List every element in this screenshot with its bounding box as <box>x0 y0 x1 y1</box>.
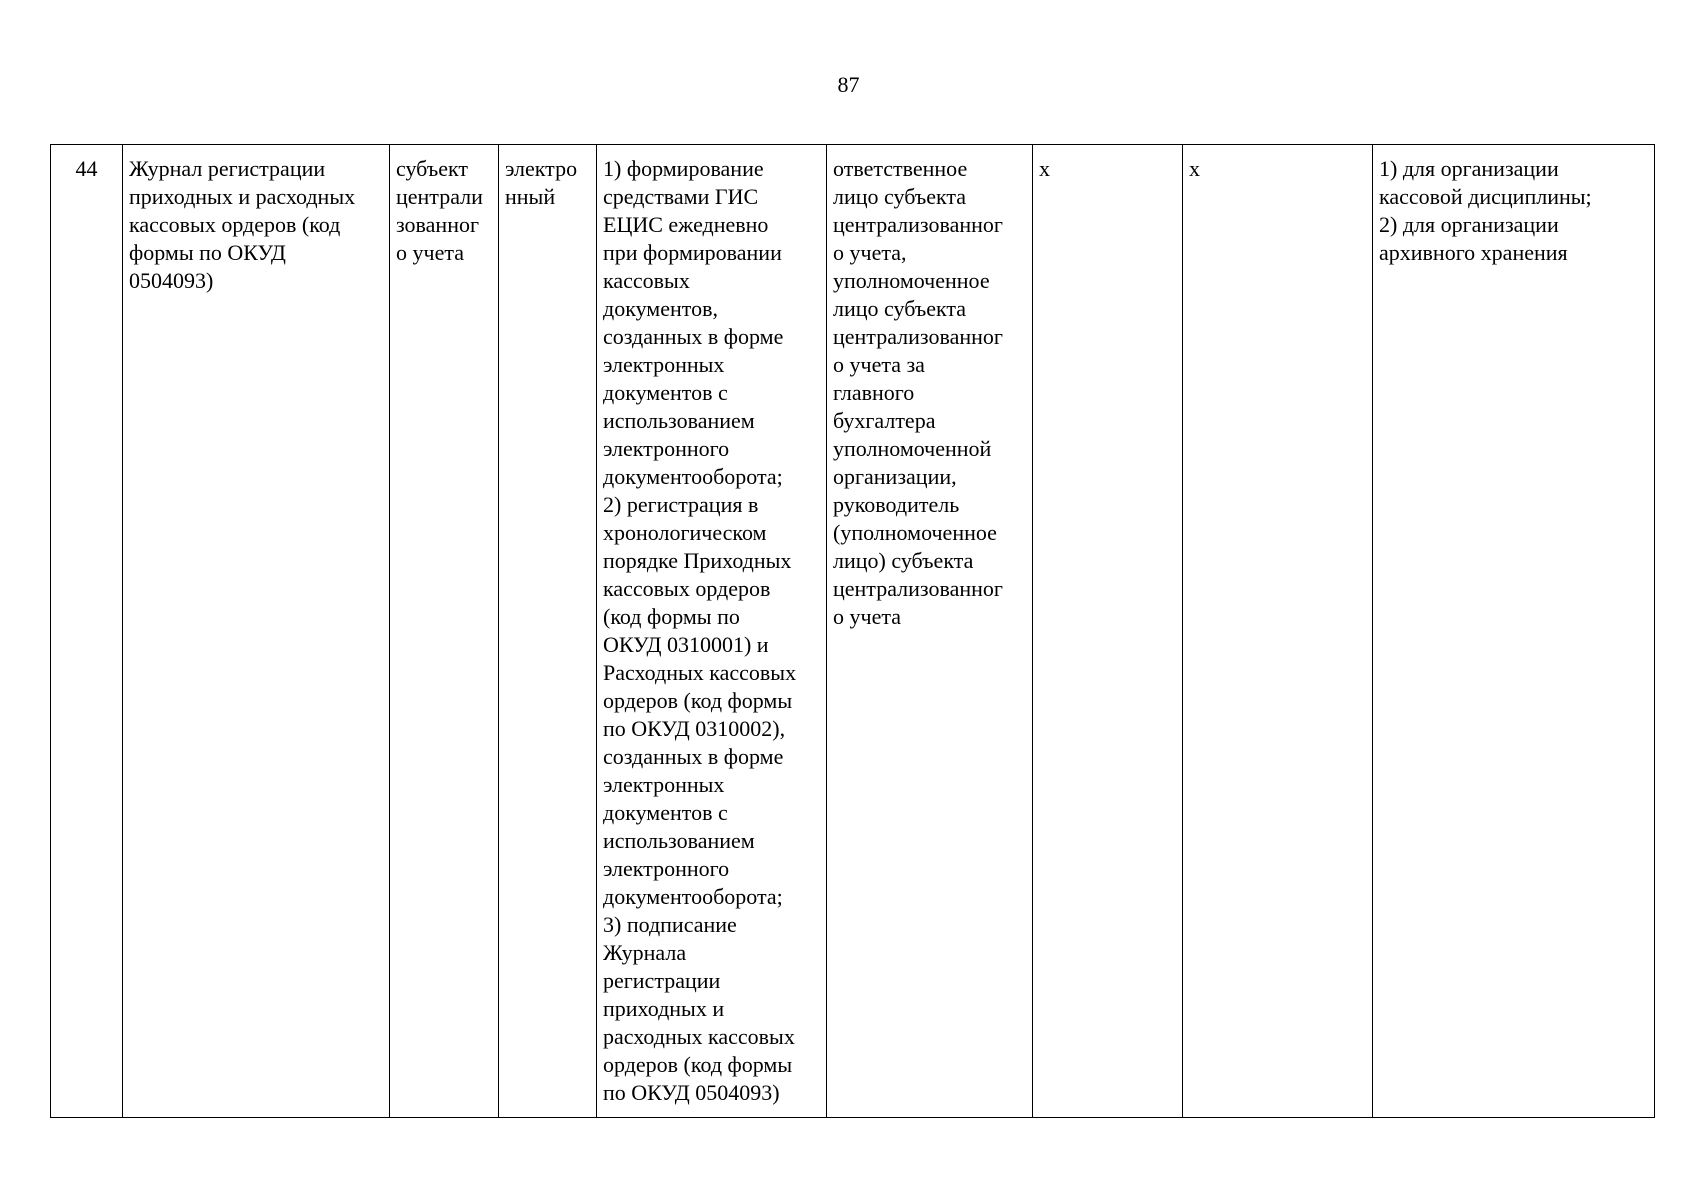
procedure-line: электронных <box>603 772 725 797</box>
responsible-line: организации, <box>833 464 957 489</box>
purpose-line: 2) для организации <box>1379 212 1559 237</box>
register-table <box>50 144 1655 1118</box>
responsible-line: централизованног <box>833 576 1003 601</box>
procedure-line: электронного <box>603 436 730 461</box>
responsible-line: бухгалтера <box>833 408 936 433</box>
responsible-line: уполномоченной <box>833 436 992 461</box>
document-name-cell <box>123 145 390 1118</box>
procedure-line: ОКУД 0310001) и <box>603 632 769 657</box>
purpose-line: кассовой дисциплины; <box>1379 184 1592 209</box>
procedure-line: при формировании <box>603 240 782 265</box>
procedure-line: хронологическом <box>603 520 767 545</box>
subject-line: о учета <box>396 240 464 265</box>
purpose-line: архивного хранения <box>1379 240 1568 265</box>
procedure-line: документов с <box>603 380 728 405</box>
procedure-line: документов, <box>603 296 718 321</box>
responsible-line: централизованног <box>833 212 1003 237</box>
procedure-cell <box>597 145 827 1118</box>
procedure-line: средствами ГИС <box>603 184 759 209</box>
column-7-value: x <box>1039 156 1050 181</box>
procedure-line: Журнала <box>603 940 687 965</box>
responsible-line: (уполномоченное <box>833 520 997 545</box>
procedure-line: 2) регистрация в <box>603 492 759 517</box>
table-row <box>51 145 1655 1118</box>
procedure-line: (код формы по <box>603 604 740 629</box>
procedure-line: приходных и <box>603 996 725 1021</box>
page-number: 87 <box>837 72 860 97</box>
responsible-line: руководитель <box>833 492 960 517</box>
column-8-cell <box>1183 145 1373 1118</box>
procedure-line: ЕЦИС ежедневно <box>603 212 769 237</box>
document-name-line: 0504093) <box>129 268 214 293</box>
procedure-line: кассовых <box>603 268 690 293</box>
procedure-line: порядке Приходных <box>603 548 792 573</box>
form-type-cell <box>499 145 597 1118</box>
form-type-line: электро <box>505 156 578 181</box>
procedure-line: электронного <box>603 856 730 881</box>
procedure-line: документов с <box>603 800 728 825</box>
purpose-cell <box>1373 145 1655 1118</box>
document-name-line: Журнал регистрации <box>129 156 326 181</box>
procedure-line: по ОКУД 0310002), <box>603 716 786 741</box>
procedure-line: расходных кассовых <box>603 1024 795 1049</box>
responsible-person-cell <box>827 145 1033 1118</box>
procedure-line: ордеров (код формы <box>603 688 793 713</box>
responsible-line: о учета, <box>833 240 907 265</box>
subject-line: зованног <box>396 212 479 237</box>
responsible-line: лицо субъекта <box>833 296 967 321</box>
procedure-line: использованием <box>603 828 755 853</box>
procedure-line: использованием <box>603 408 755 433</box>
subject-line: централи <box>396 184 483 209</box>
procedure-line: документооборота; <box>603 464 783 489</box>
responsible-line: уполномоченное <box>833 268 990 293</box>
subject-cell <box>390 145 499 1118</box>
procedure-line: Расходных кассовых <box>603 660 797 685</box>
document-name-line: приходных и расходных <box>129 184 356 209</box>
responsible-line: лицо субъекта <box>833 184 967 209</box>
column-8-value: x <box>1189 156 1200 181</box>
document-name-line: формы по ОКУД <box>129 240 286 265</box>
procedure-line: созданных в форме <box>603 744 784 769</box>
subject-line: субъект <box>396 156 468 181</box>
responsible-line: ответственное <box>833 156 968 181</box>
procedure-line: созданных в форме <box>603 324 784 349</box>
procedure-line: регистрации <box>603 968 721 993</box>
column-7-cell <box>1033 145 1183 1118</box>
purpose-line: 1) для организации <box>1379 156 1559 181</box>
procedure-line: документооборота; <box>603 884 783 909</box>
responsible-line: о учета за <box>833 352 925 377</box>
row-number: 44 <box>75 156 98 181</box>
procedure-line: 3) подписание <box>603 912 737 937</box>
procedure-line: электронных <box>603 352 725 377</box>
procedure-line: ордеров (код формы <box>603 1052 793 1077</box>
responsible-line: централизованног <box>833 324 1003 349</box>
responsible-line: лицо) субъекта <box>833 548 974 573</box>
row-number-cell <box>51 145 123 1118</box>
procedure-line: по ОКУД 0504093) <box>603 1080 780 1105</box>
responsible-line: главного <box>833 380 915 405</box>
responsible-line: о учета <box>833 604 901 629</box>
document-name-line: кассовых ордеров (код <box>129 212 341 237</box>
procedure-line: 1) формирование <box>603 156 764 181</box>
procedure-line: кассовых ордеров <box>603 576 771 601</box>
form-type-line: нный <box>505 184 556 209</box>
